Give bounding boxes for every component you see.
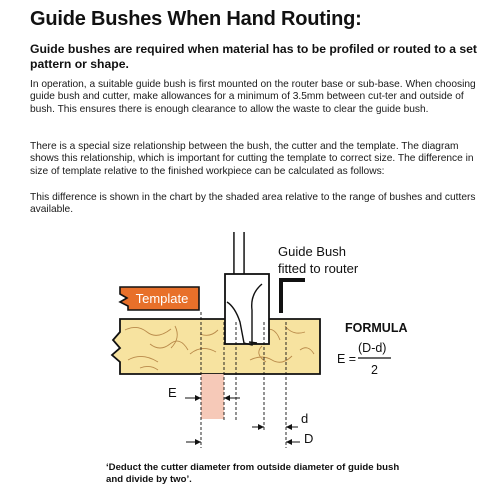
guide-bush-label-line2: fitted to router — [278, 261, 359, 276]
formula-numerator: (D-d) — [358, 341, 387, 355]
bush-flange — [281, 280, 305, 313]
formula-lhs: E = — [337, 352, 357, 366]
guide-bush — [225, 274, 269, 345]
template-block — [120, 287, 199, 310]
formula-heading: FORMULA — [345, 321, 408, 335]
guide-bush-label-line1: Guide Bush — [278, 244, 346, 259]
formula — [337, 321, 408, 377]
guide-bush-diagram — [0, 222, 500, 457]
paragraph-shaded-area: This difference is shown in the chart by the shaded area relative to the range of bushes and cutters available. — [30, 192, 476, 216]
formula-caption: ‘Deduct the cutter diameter from outside diameter of guide bush and divide by two’. — [106, 462, 400, 485]
workpiece-wood — [112, 319, 320, 374]
paragraph-size-relationship: There is a special size relationship between the bush, the cutter and the template. The diagram shows this relationship, which is important for cutting the template to correct size. The difference in size of template relative to the finished workpiece can be calculated as follows: — [30, 141, 474, 177]
template-label: Template — [135, 291, 189, 306]
shaded-difference-area — [201, 374, 224, 419]
label-d: d — [301, 411, 309, 426]
dimension-d — [252, 411, 308, 430]
label-E: E — [168, 385, 177, 400]
formula-denominator: 2 — [371, 363, 378, 377]
dimension-D — [186, 431, 313, 446]
paragraph-operation: In operation, a suitable guide bush is first mounted on the router base or sub-base. When choosing guide bush and cutter, make allowances for a minimum of 3.5mm between cut-ter and outside of bush. This ensures there is enough clearance to allow the waste to clear the guide bush. — [30, 79, 476, 115]
router-cutter-shank — [234, 232, 244, 274]
page-title: Guide Bushes When Hand Routing: — [30, 8, 362, 30]
page-subtitle: Guide bushes are required when material has to be profiled or routed to a set pattern or shape. — [30, 42, 477, 71]
label-D: D — [304, 431, 314, 446]
